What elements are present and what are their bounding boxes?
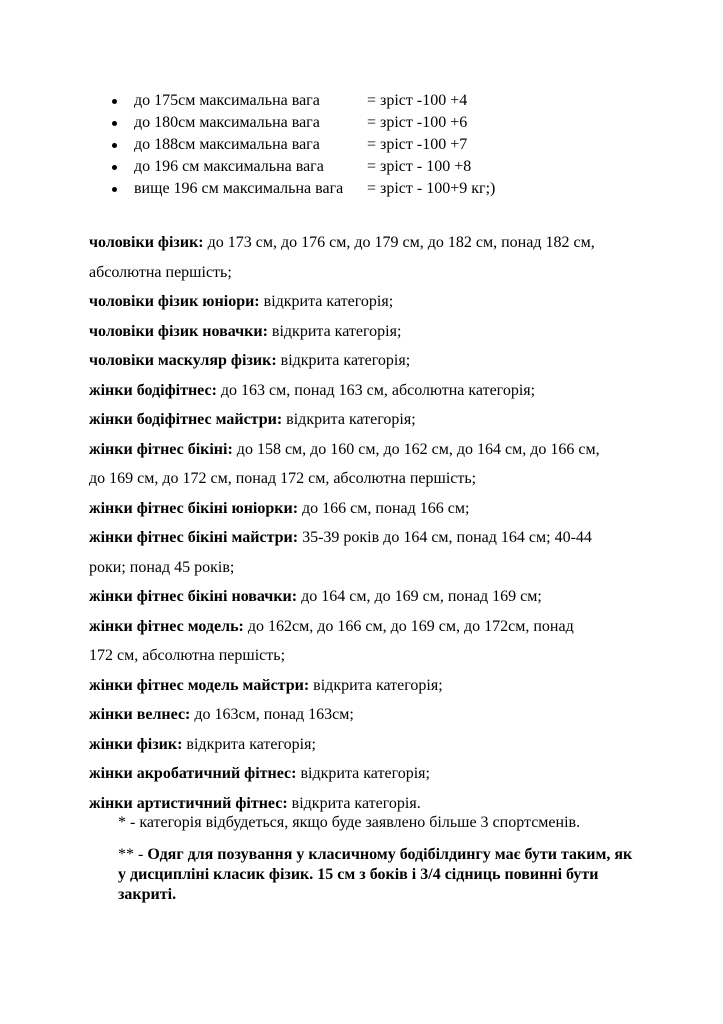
category-line (89, 523, 649, 553)
category-label: чоловіки фізик: (89, 234, 204, 251)
category-line (89, 582, 649, 612)
category-label: жінки акробатичний фітнес: (89, 765, 297, 782)
category-text: відкрита категорія; (282, 411, 416, 428)
height-limit: до 196 см максимальна вага (134, 158, 324, 175)
footnotes (118, 813, 638, 905)
category-text: до 163см, понад 163см; (190, 706, 354, 723)
category-text: роки; понад 45 років; (89, 558, 235, 576)
category-label: жінки фітнес модель майстри: (89, 676, 310, 694)
category-text: відкрита категорія. (287, 794, 421, 812)
height-limit: вище 196 см максимальна вага (134, 180, 344, 197)
category-line (89, 700, 649, 730)
category-line (89, 494, 649, 524)
category-text: відкрита категорія; (309, 676, 443, 694)
footnote-marker: ** - (118, 846, 148, 863)
bullet-icon (112, 165, 117, 170)
height-limit: до 180см максимальна вага (134, 114, 320, 131)
category-text: відкрита категорія; (276, 352, 411, 369)
category-line (89, 405, 649, 435)
footnote-text: Одяг для позування у класичному бодібілдингу має бути таким, як у дисципліні класик фізик. 15 см з боків і 3/4 сідниць повинні бути закриті. (118, 846, 633, 903)
category-line (89, 730, 649, 760)
category-label: жінки фітнес бікіні майстри: (89, 529, 299, 546)
category-line (89, 228, 649, 258)
category-line-cont (89, 464, 649, 494)
category-label: жінки фітнес бікіні новачки: (89, 588, 298, 605)
category-text: до 166 см, понад 166 см; (298, 499, 470, 517)
category-text: 172 см, абсолютна першість; (89, 647, 286, 664)
category-label: жінки артистичний фітнес: (89, 794, 288, 812)
category-text: 35-39 років до 164 см, понад 164 см; 40-44 (298, 529, 592, 546)
category-line (89, 287, 649, 317)
category-text: відкрита категорія; (182, 735, 316, 753)
category-text: відкрита категорія; (259, 293, 394, 310)
category-text: до 169 см, до 172 см, понад 172 см, абсолютна першість; (89, 470, 477, 487)
category-label: чоловіки маскуляр фізик: (89, 352, 277, 369)
footnote-category-condition: * - категорія відбудеться, якщо буде заявлено більше 3 спортсменів. (118, 814, 581, 831)
footnote-clothing-rule (118, 845, 638, 905)
category-label: чоловіки фізик юніори: (89, 293, 260, 310)
category-text: абсолютна першість; (89, 263, 232, 281)
category-text: до 173 см, до 176 см, до 179 см, до 182 см, понад 182 см, (203, 234, 595, 251)
category-text: до 163 см, понад 163 см, абсолютна категорія; (216, 381, 536, 399)
category-text: відкрита категорія; (296, 765, 430, 782)
category-line (89, 435, 649, 465)
weight-formula: = зріст - 100+9 кг;) (367, 180, 496, 197)
bullet-icon (112, 99, 117, 104)
weight-formula: = зріст -100 +6 (367, 114, 468, 131)
category-label: жінки бодіфітнес майстри: (89, 411, 283, 428)
category-label: чоловіки фізик новачки: (89, 322, 268, 340)
category-line-cont (89, 641, 649, 671)
category-text: до 158 см, до 160 см, до 162 см, до 164 см, до 166 см, (232, 440, 600, 458)
category-text: до 162см, до 166 см, до 169 см, до 172см, понад (243, 617, 574, 635)
height-limit: до 175см максимальна вага (134, 92, 320, 109)
category-text: відкрита категорія; (267, 322, 402, 340)
bullet-icon (112, 121, 117, 126)
weight-formula: = зріст -100 +7 (367, 136, 468, 153)
category-text: до 164 см, до 169 см, понад 169 см; (297, 588, 542, 605)
category-line (89, 612, 649, 642)
weight-formula: = зріст - 100 +8 (367, 158, 472, 175)
height-limit: до 188см максимальна вага (134, 136, 320, 153)
category-label: жінки фітнес модель: (89, 617, 244, 635)
weight-formula: = зріст -100 +4 (367, 92, 468, 109)
category-label: жінки фізик: (89, 735, 183, 753)
bullet-icon (112, 143, 117, 148)
categories-section (89, 228, 649, 818)
category-label: жінки фітнес бікіні юніорки: (89, 499, 299, 517)
bullet-icon (112, 187, 117, 192)
category-label: жінки велнес: (89, 706, 191, 723)
category-line (89, 346, 649, 376)
category-label: жінки фітнес бікіні: (89, 440, 233, 458)
category-line (89, 759, 649, 789)
category-line (89, 376, 649, 406)
category-line-cont (89, 258, 649, 288)
category-line (89, 671, 649, 701)
category-line-cont (89, 553, 649, 583)
category-line (89, 317, 649, 347)
category-label: жінки бодіфітнес: (89, 381, 217, 399)
